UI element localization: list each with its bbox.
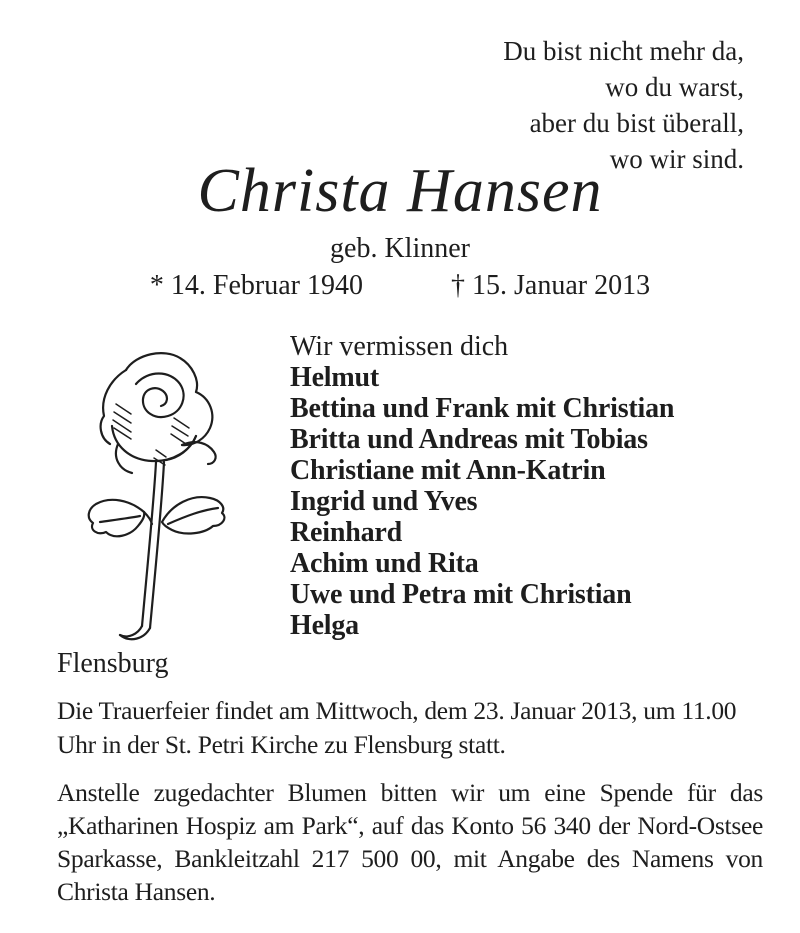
quote-line: wo du warst,	[605, 72, 744, 102]
mourner-name: Ingrid und Yves	[290, 486, 478, 517]
place-name: Flensburg	[57, 648, 169, 679]
mourners-intro: Wir vermissen dich	[290, 331, 509, 362]
mourner-name: Britta und Andreas mit Tobias	[290, 424, 648, 455]
service-announcement: Die Trauerfeier findet am Mittwoch, dem 23. Januar 2013, um 11.00 Uhr in der St. Petri Kirche zu Flensburg statt.	[57, 696, 737, 759]
rose-icon	[78, 340, 236, 655]
death-date: † 15. Januar 2013	[451, 270, 651, 301]
mourners-section	[290, 331, 674, 641]
mourner-name: Christiane mit Ann-Katrin	[290, 455, 606, 486]
quote-line: wo wir sind.	[609, 144, 744, 174]
memorial-quote	[503, 33, 744, 177]
birth-date: * 14. Februar 1940	[149, 270, 363, 301]
maiden-name: geb. Klinner	[330, 233, 470, 264]
mourner-name: Reinhard	[290, 517, 402, 548]
mourner-name: Helmut	[290, 362, 380, 393]
life-dates	[0, 270, 800, 302]
mourner-name: Helga	[290, 610, 359, 641]
donation-request: Anstelle zugedachter Blumen bitten wir um eine Spende für das „Katharinen Hospiz am Park“, auf das Konto 56 340 der Nord-Ostsee Sparkasse, Bankleitzahl 217 500 00, mit Angabe des Namens von Christa Hansen.	[57, 778, 763, 906]
mourners-list	[290, 362, 674, 641]
mourner-name: Bettina und Frank mit Christian	[290, 393, 675, 424]
deceased-name: Christa Hansen	[197, 157, 603, 225]
quote-line: Du bist nicht mehr da,	[503, 36, 744, 66]
mourner-name: Uwe und Petra mit Christian	[290, 579, 632, 610]
quote-line: aber du bist überall,	[529, 108, 744, 138]
mourner-name: Achim und Rita	[290, 548, 479, 579]
